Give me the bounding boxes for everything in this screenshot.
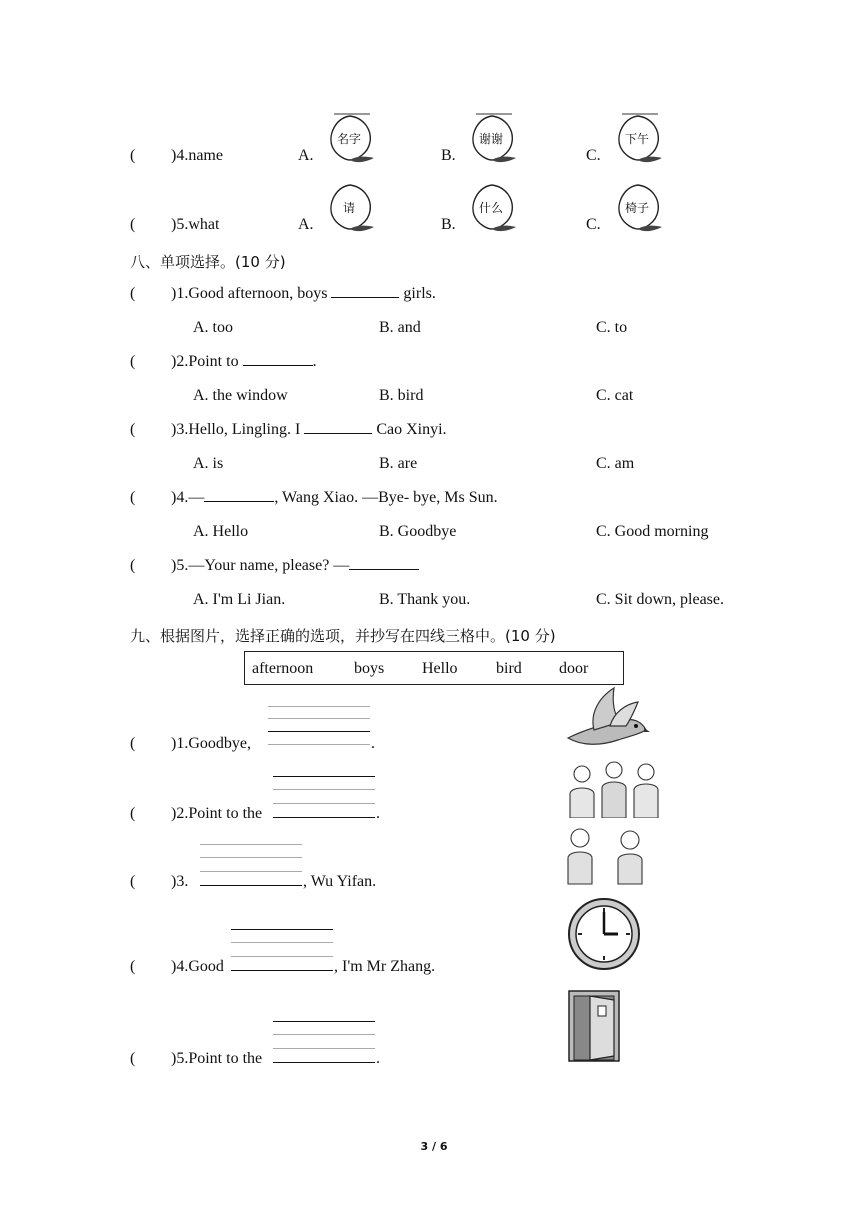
answer-paren-open: ( xyxy=(130,147,136,164)
option-word: 下午 xyxy=(624,132,649,146)
word-bank-box xyxy=(244,651,624,685)
option-a-label: A. xyxy=(298,147,314,164)
option-c-label: C. xyxy=(586,147,601,164)
answer-paren-open: ( xyxy=(130,557,136,574)
word-bank-item: Hello xyxy=(422,660,458,677)
question-text: )4.— , Wang Xiao. —Bye- bye, Ms Sun. xyxy=(171,489,498,506)
question-text: )5.—Your name, please? — xyxy=(171,557,419,575)
answer-paren-open: ( xyxy=(130,285,136,302)
option-word: 什么 xyxy=(478,201,503,215)
option-c: C. to xyxy=(596,319,628,336)
option-a: A. I'm Li Jian. xyxy=(193,591,286,608)
option-c-label: C. xyxy=(586,216,601,233)
option-b: B. bird xyxy=(379,387,424,404)
option-word: 请 xyxy=(342,201,355,215)
question-text: )4.name xyxy=(171,147,223,164)
option-word: 名字 xyxy=(336,132,361,146)
peach-option-c xyxy=(614,112,664,164)
peach-option-b xyxy=(468,181,518,233)
word-bank-item: afternoon xyxy=(252,660,314,677)
answer-paren-open: ( xyxy=(130,216,136,233)
question-text: )3.Hello, Lingling. I Cao Xinyi. xyxy=(171,421,447,438)
option-a: A. too xyxy=(193,319,233,336)
sentence-end: . xyxy=(371,735,375,752)
option-b: B. are xyxy=(379,455,418,472)
peach-option-c xyxy=(614,181,664,233)
greeting-icon xyxy=(564,826,648,886)
answer-paren-open: ( xyxy=(130,489,136,506)
question-text: )3. xyxy=(171,873,189,890)
option-word: 谢谢 xyxy=(478,132,503,146)
answer-paren-open: ( xyxy=(130,805,136,822)
sentence-end: , I'm Mr Zhang. xyxy=(334,958,436,975)
option-a: A. is xyxy=(193,455,224,472)
question-text: )2.Point to the xyxy=(171,805,263,822)
option-c: C. am xyxy=(596,455,635,472)
option-b-label: B. xyxy=(441,147,456,164)
four-line-writing-grid[interactable] xyxy=(273,1021,375,1061)
option-c: C. Sit down, please. xyxy=(596,591,724,608)
option-a: A. Hello xyxy=(193,523,249,540)
question-text: )2.Point to . xyxy=(171,353,317,370)
option-b: B. Thank you. xyxy=(379,591,471,608)
question-text: )5.what xyxy=(171,216,220,233)
sentence-end: , Wu Yifan. xyxy=(303,873,377,890)
option-c: C. Good morning xyxy=(596,523,709,540)
four-line-writing-grid[interactable] xyxy=(200,844,302,884)
four-line-writing-grid[interactable] xyxy=(273,776,375,816)
option-b-label: B. xyxy=(441,216,456,233)
sentence-end: . xyxy=(376,805,380,822)
question-text: )5.Point to the xyxy=(171,1050,263,1067)
peach-option-b xyxy=(468,112,518,164)
page-number: 3 / 6 xyxy=(420,1140,448,1153)
word-bank-item: boys xyxy=(354,660,385,677)
section-heading: 九、根据图片，选择正确的选项，并抄写在四线三格中。(10 分) xyxy=(130,627,556,645)
answer-blank[interactable] xyxy=(331,297,399,298)
boys-icon xyxy=(566,760,664,818)
answer-paren-open: ( xyxy=(130,958,136,975)
option-word: 椅子 xyxy=(624,201,649,215)
sentence-end: . xyxy=(376,1050,380,1067)
four-line-writing-grid[interactable] xyxy=(231,929,333,969)
answer-paren-open: ( xyxy=(130,353,136,370)
word-bank-item: door xyxy=(559,660,589,677)
option-b: B. Goodbye xyxy=(379,523,457,540)
option-c: C. cat xyxy=(596,387,634,404)
answer-blank[interactable] xyxy=(349,569,419,570)
question-text: )1.Good afternoon, boys girls. xyxy=(171,285,436,302)
option-a: A. the window xyxy=(193,387,288,404)
word-bank-item: bird xyxy=(496,660,522,677)
four-line-writing-grid[interactable] xyxy=(268,706,370,746)
door-icon xyxy=(568,990,620,1062)
question-text: )4.Good xyxy=(171,958,224,975)
section-heading: 八、单项选择。(10 分) xyxy=(130,253,286,271)
peach-option-a xyxy=(326,112,376,164)
question-text: )1.Goodbye, xyxy=(171,735,251,752)
peach-option-a xyxy=(326,181,376,233)
answer-paren-open: ( xyxy=(130,421,136,438)
clock-icon xyxy=(566,896,642,972)
answer-blank[interactable] xyxy=(243,365,313,366)
answer-paren-open: ( xyxy=(130,735,136,752)
answer-blank[interactable] xyxy=(304,433,372,434)
bird-icon xyxy=(564,686,650,752)
option-b: B. and xyxy=(379,319,421,336)
answer-blank[interactable] xyxy=(204,501,274,502)
option-a-label: A. xyxy=(298,216,314,233)
answer-paren-open: ( xyxy=(130,873,136,890)
answer-paren-open: ( xyxy=(130,1050,136,1067)
